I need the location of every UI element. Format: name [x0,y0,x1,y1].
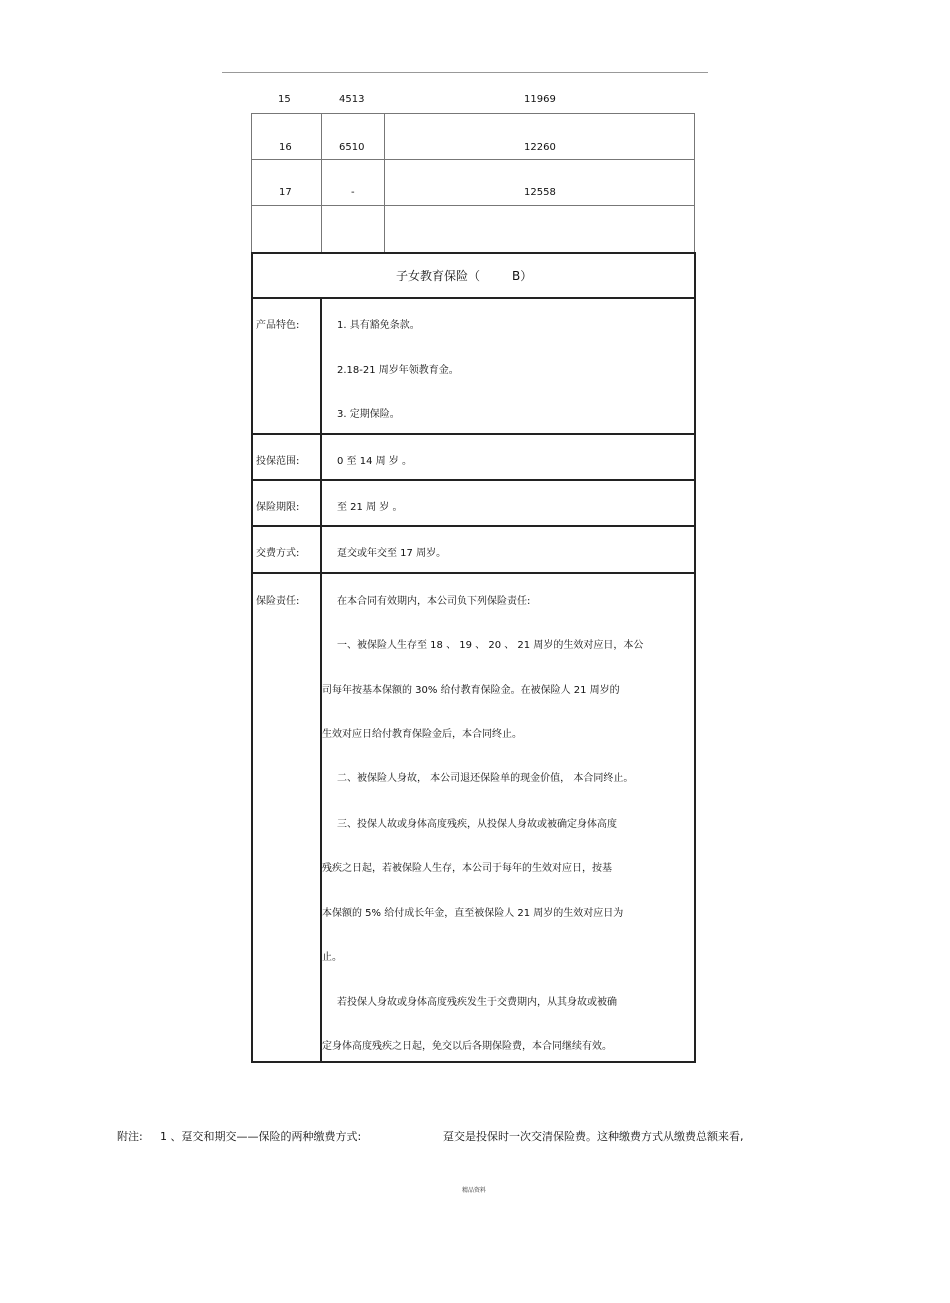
page-footer: 精品资料 [462,1187,487,1194]
term-label: 保险期限: [256,502,300,513]
liability-line: 残疾之日起，若被保险人生存，本公司于每年的生效对应日，按基 [322,863,612,874]
product-table-border [251,525,696,527]
table-cell-age: 16 [279,142,292,153]
product-title: 子女教育保险（ [396,269,481,283]
product-table-border [251,252,696,254]
product-table-border [251,572,696,574]
liability-line: 二、被保险人身故， 本公司退还保险单的现金价值， 本合同终止。 [337,773,634,784]
features-line: 2.18-21 周岁年领教育金。 [337,365,459,376]
table-col-divider [384,113,385,253]
table-col-divider [251,113,252,253]
table-cell-age: 17 [279,187,292,198]
liability-line: 定身体高度残疾之日起，免交以后各期保险费，本合同继续有效。 [322,1041,612,1052]
liability-line: 一、被保险人生存至 18 、 19 、 20 、 21 周岁的生效对应日，本公 [337,640,644,651]
table-row-divider [251,205,695,206]
footnote-prefix: 附注: [117,1130,143,1143]
liability-line: 若投保人身故或身体高度残疾发生于交费期内，从其身故或被确 [337,997,617,1008]
scope-text: 0 至 14 周 岁 。 [337,456,412,467]
product-table-border [251,297,696,299]
header-rule [222,72,708,73]
table-cell-value: 11969 [524,94,556,105]
table-cell-value: 12558 [524,187,556,198]
table-row-divider [251,159,695,160]
product-table-border [694,252,696,1063]
footnote-text: 趸交是投保时一次交清保险费。这种缴费方式从缴费总额来看, [443,1130,744,1143]
payment-label: 交费方式: [256,548,300,559]
table-cell-age: 15 [278,94,291,105]
footnote-item: 1 、趸交和期交——保险的两种缴费方式: [160,1130,362,1143]
liability-line: 本保额的 5% 给付成长年金，直至被保险人 21 周岁的生效对应日为 [322,908,624,919]
table-col-divider [694,113,695,253]
product-table-border [251,479,696,481]
product-table-border [251,1061,696,1063]
term-text: 至 21 周 岁 。 [337,502,403,513]
table-cell-value: 12260 [524,142,556,153]
table-cell-premium: 6510 [339,142,365,153]
liability-line: 在本合同有效期内，本公司负下列保险责任: [337,596,531,607]
table-row-divider [251,113,695,114]
product-table-border [251,252,253,1063]
table-cell-premium: - [351,187,355,198]
product-table-border [251,433,696,435]
liability-line: 三、投保人故或身体高度残疾，从投保人身故或被确定身体高度 [337,819,617,830]
features-line: 3. 定期保险。 [337,409,400,420]
liability-line: 司每年按基本保额的 30% 给付教育保险金。在被保险人 21 周岁的 [322,685,620,696]
liability-line: 生效对应日给付教育保险金后，本合同终止。 [322,729,522,740]
payment-text: 趸交或年交至 17 周岁。 [337,548,447,559]
liability-line: 止。 [322,952,342,963]
scope-label: 投保范围: [256,456,300,467]
features-label: 产品特色: [256,320,300,331]
product-title-letter: B） [512,269,533,283]
liability-label: 保险责任: [256,596,300,607]
features-line: 1. 具有豁免条款。 [337,320,420,331]
table-cell-premium: 4513 [339,94,365,105]
table-col-divider [321,113,322,253]
